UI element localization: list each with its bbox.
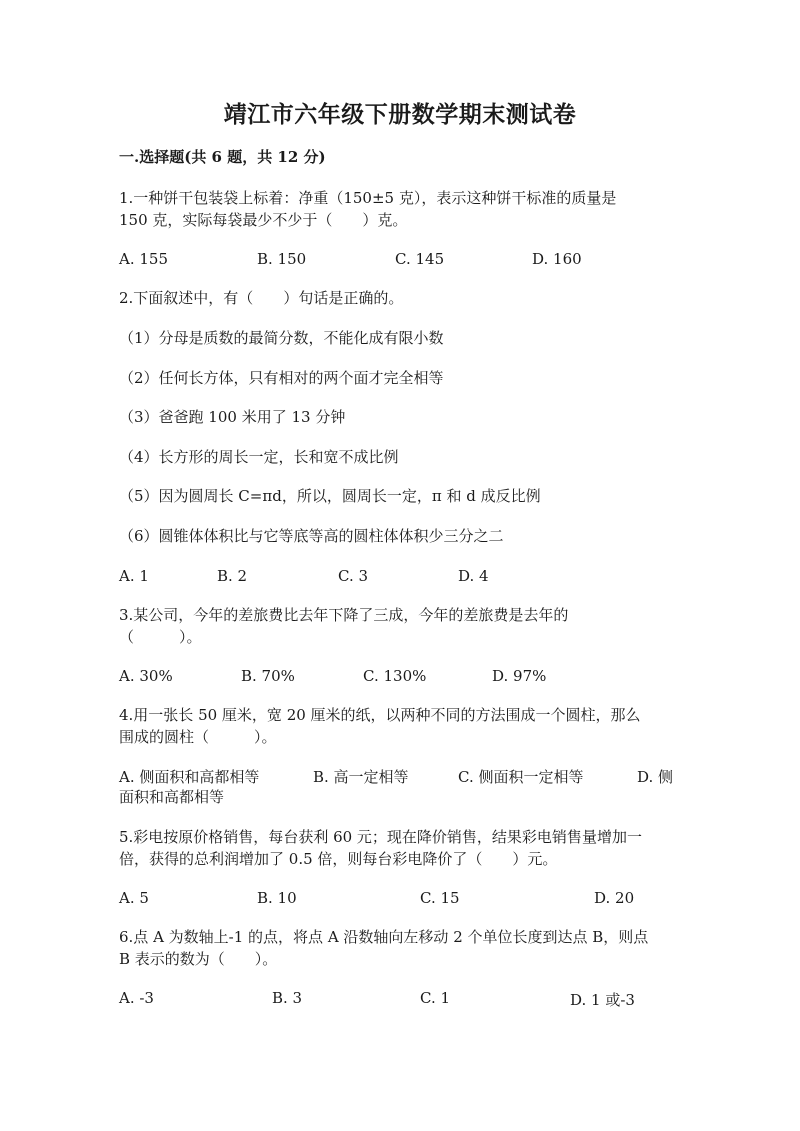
q6-option-c: C. 1 [420,989,451,1007]
q3-option-c: C. 130% [363,667,427,685]
q3-option-a: A. 30% [119,667,173,685]
q2-option-c: C. 3 [338,567,369,585]
q4-option-d: D. 侧 [637,768,674,786]
section-heading: 一.选择题(共 6 题，共 12 分) [119,148,326,166]
q1-option-d: D. 160 [532,250,582,268]
q2-option-d: D. 4 [458,567,489,585]
q1-option-a: A. 155 [119,250,168,268]
q3-stem-line2: （ ）。 [119,628,202,646]
q2-statement: （1）分母是质数的最简分数，不能化成有限小数 [119,329,444,347]
q2-stem: 2.下面叙述中，有（ ）句话是正确的。 [119,289,404,307]
q5-option-a: A. 5 [119,889,149,907]
q1-stem-line1: 1.一种饼干包装袋上标着：净重（150±5 克），表示这种饼干标准的质量是 [119,189,617,207]
q3-stem-line1: 3.某公司，今年的差旅费比去年下降了三成，今年的差旅费是去年的 [119,606,569,624]
exam-title: 靖江市六年级下册数学期末测试卷 [223,101,577,128]
q4-stem-line1: 4.用一张长 50 厘米，宽 20 厘米的纸，以两种不同的方法围成一个圆柱，那么 [119,706,641,724]
q6-option-d: D. 1 或-3 [570,991,635,1009]
q1-stem-line2: 150 克，实际每袋最少不少于（ ）克。 [119,211,408,229]
q4-option-a: A. 侧面积和高都相等 [119,768,260,786]
q4-option-d-continued: 面积和高都相等 [119,788,225,806]
q5-option-c: C. 15 [420,889,460,907]
q2-statement: （5）因为圆周长 C=πd，所以，圆周长一定，π 和 d 成反比例 [119,487,541,505]
q4-option-b: B. 高一定相等 [313,768,409,786]
q3-option-d: D. 97% [492,667,547,685]
q1-option-c: C. 145 [395,250,445,268]
q4-option-c: C. 侧面积一定相等 [458,768,584,786]
q1-option-b: B. 150 [257,250,307,268]
q2-statement: （4）长方形的周长一定，长和宽不成比例 [119,448,399,466]
q5-stem-line1: 5.彩电按原价格销售，每台获利 60 元；现在降价销售，结果彩电销售量增加一 [119,828,642,846]
q2-option-b: B. 2 [217,567,248,585]
q5-option-d: D. 20 [594,889,635,907]
q2-statement: （2）任何长方体，只有相对的两个面才完全相等 [119,369,444,387]
q2-statement: （3）爸爸跑 100 米用了 13 分钟 [119,408,346,426]
q6-stem-line2: B 表示的数为（ ）。 [119,950,278,968]
q6-option-a: A. -3 [119,989,154,1007]
q5-option-b: B. 10 [257,889,297,907]
q4-stem-line2: 围成的圆柱（ ）。 [119,728,277,746]
q6-option-b: B. 3 [272,989,303,1007]
q5-stem-line2: 倍，获得的总利润增加了 0.5 倍，则每台彩电降价了（ ）元。 [119,850,558,868]
q6-stem-line1: 6.点 A 为数轴上-1 的点，将点 A 沿数轴向左移动 2 个单位长度到达点 B，则点 [119,928,649,946]
q2-statement: （6）圆锥体体积比与它等底等高的圆柱体体积少三分之二 [119,527,504,545]
q3-option-b: B. 70% [241,667,295,685]
q2-option-a: A. 1 [119,567,149,585]
